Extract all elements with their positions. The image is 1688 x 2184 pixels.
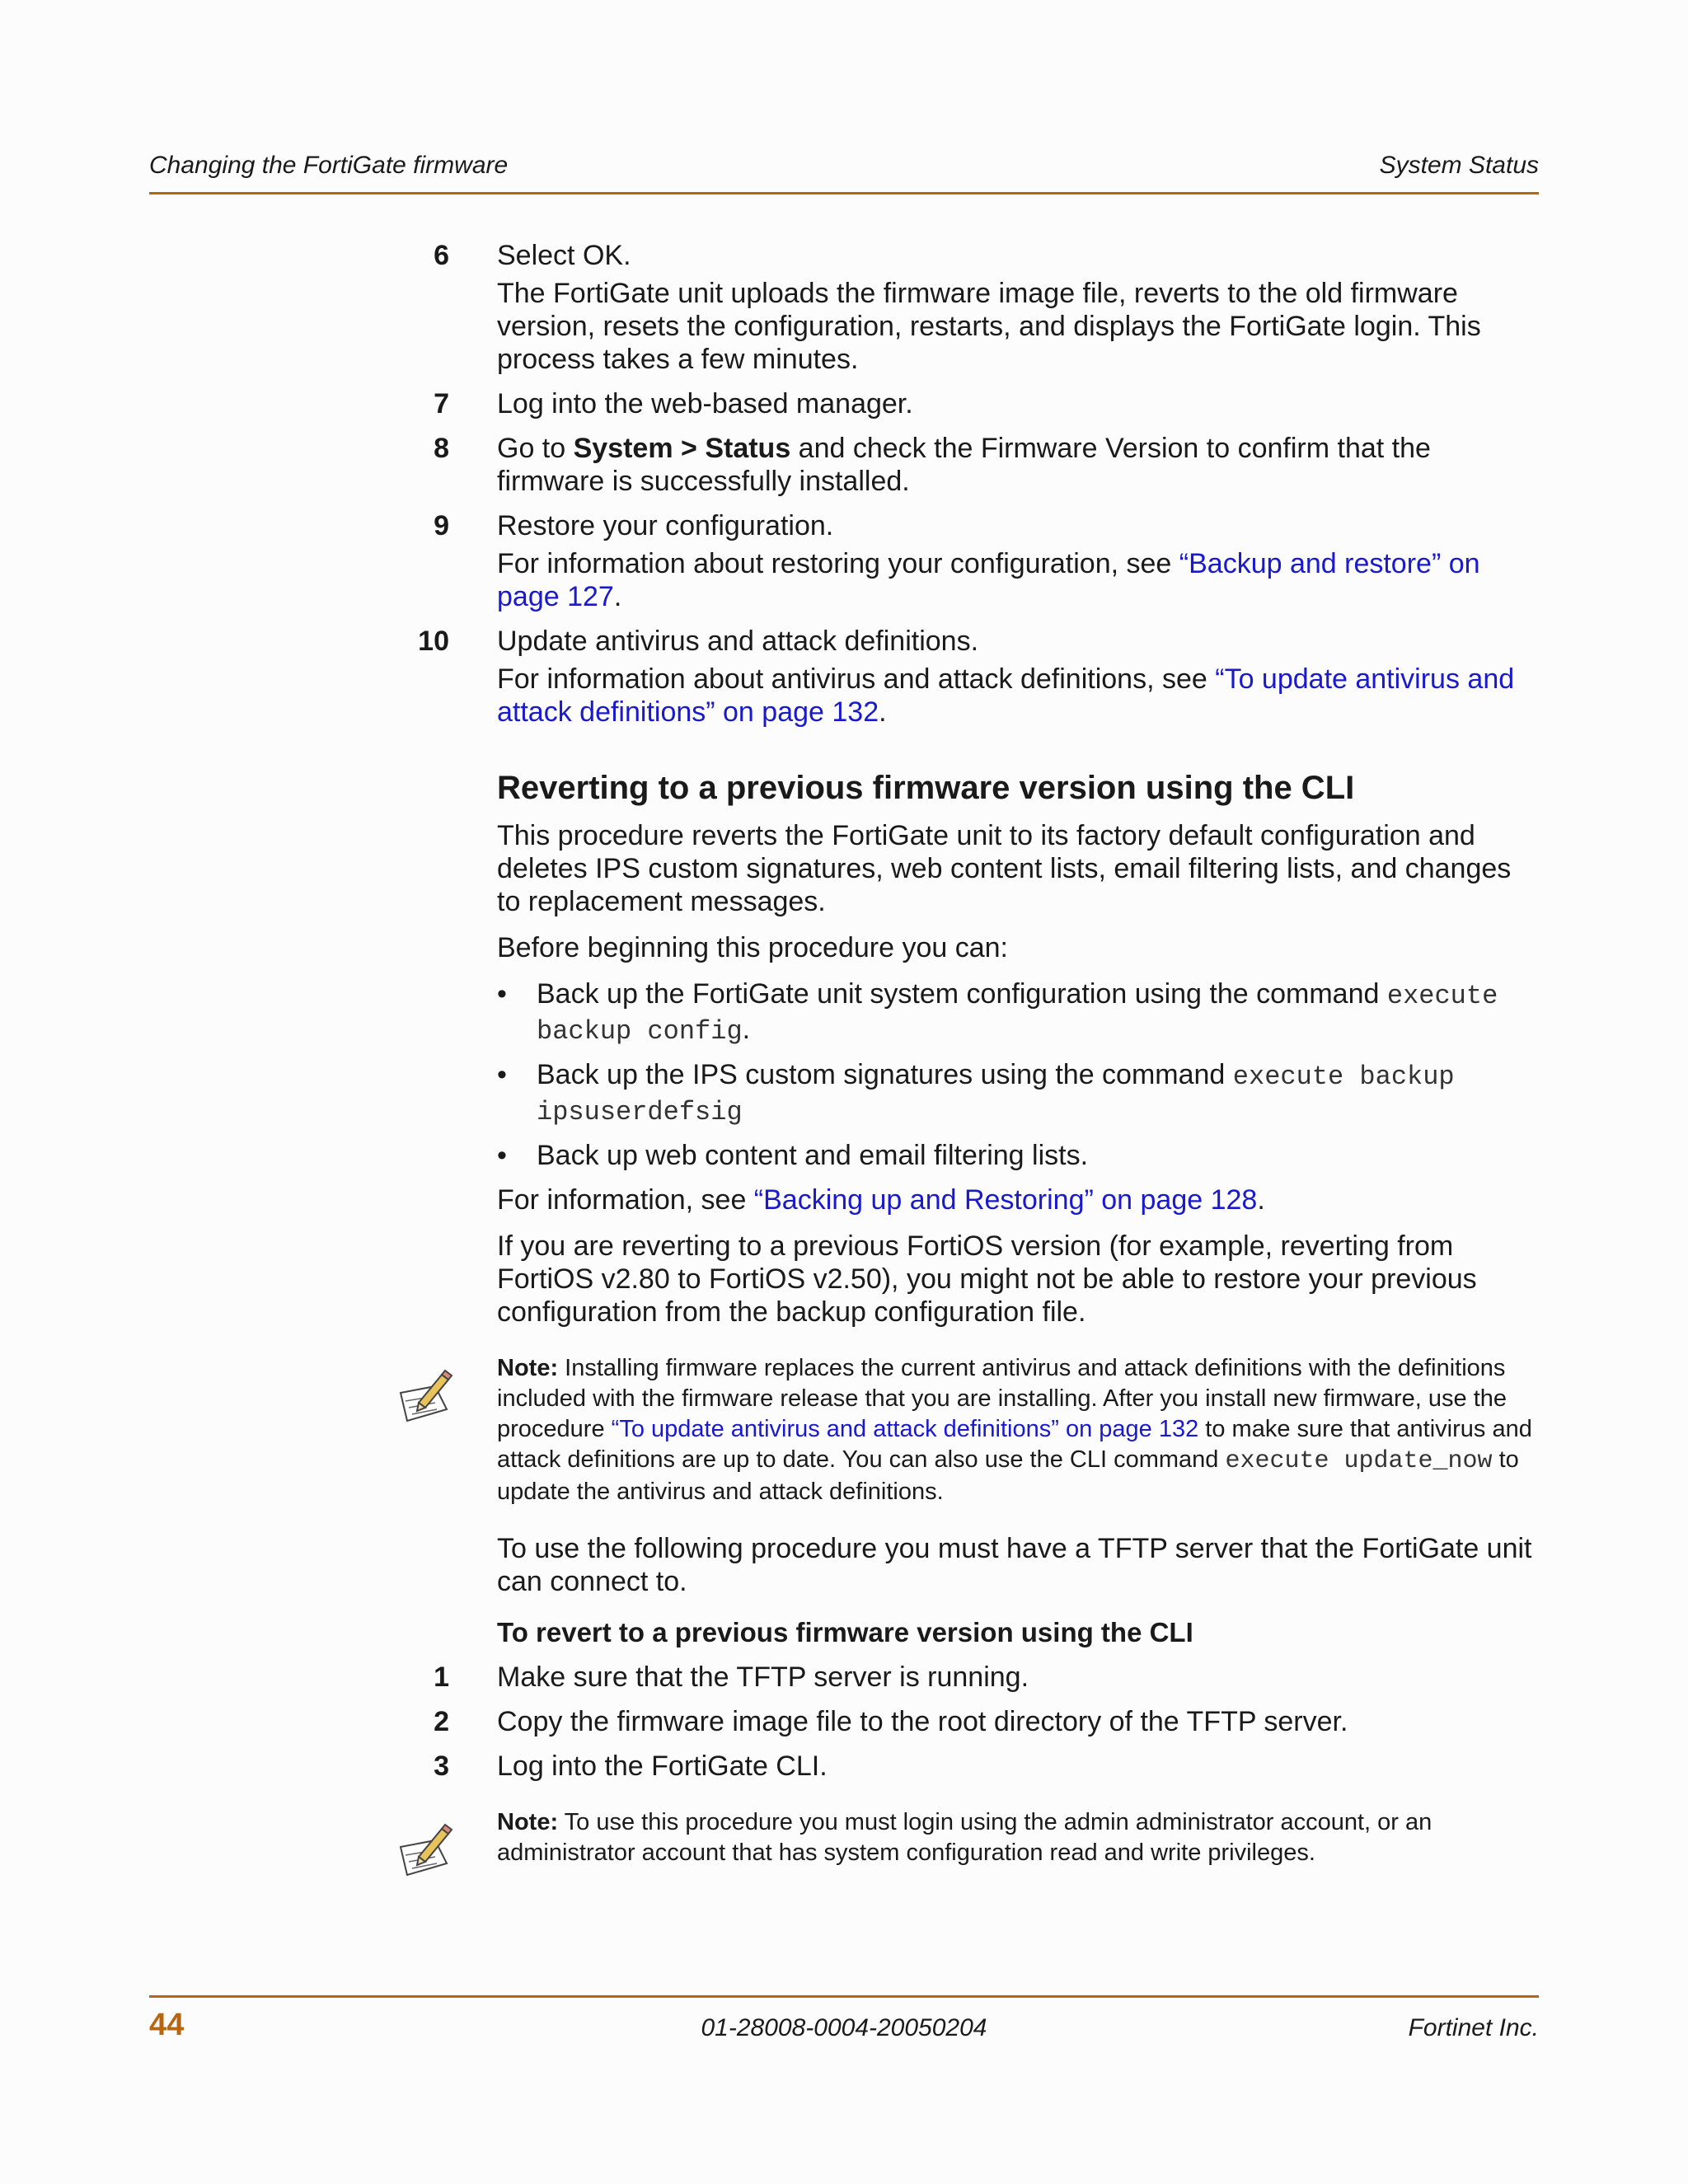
header-rule <box>149 192 1539 194</box>
list-item <box>497 1139 1540 1172</box>
bullet-icon: • <box>497 978 507 1010</box>
step-text: Copy the firmware image file to the root directory of the TFTP server. <box>497 1706 1348 1737</box>
command-code: execute backup config <box>537 981 1498 1047</box>
step-text <box>497 432 1540 498</box>
step-text-pre: Go to <box>497 433 574 464</box>
note-text-3: to update the antivirus and attack definitions. <box>497 1446 1519 1505</box>
note-box <box>497 1353 1540 1507</box>
note-pencil-icon <box>394 1361 460 1427</box>
note-text <box>497 1809 1432 1866</box>
step-9 <box>434 509 1540 613</box>
note-text-1: Installing firmware replaces the current antivirus and attack definitions with the definitions included with the firmware release that you are installing. After you install new firmware, use the procedure <box>497 1355 1507 1442</box>
step-text: Update antivirus and attack definitions. <box>497 626 979 657</box>
update-definitions-link[interactable]: “To update antivirus and attack definitions” on page 132 <box>611 1416 1199 1442</box>
step-number: 7 <box>434 388 449 419</box>
command-code: execute backup ipsuserdefsig <box>537 1062 1455 1127</box>
info-pre: For information, see <box>497 1184 754 1216</box>
note-box <box>497 1807 1540 1868</box>
page-header <box>149 152 1539 185</box>
bullet-text: Back up the FortiGate unit system configuration using the command <box>537 978 1387 1010</box>
detail-post: . <box>613 581 622 612</box>
menu-path: System > Status <box>573 433 791 464</box>
company-name: Fortinet Inc. <box>1408 2014 1539 2041</box>
step-1 <box>434 1661 1540 1694</box>
step-8 <box>434 432 1540 498</box>
section-heading: Reverting to a previous firmware version using the CLI <box>497 770 1355 806</box>
bullet-text: Back up web content and email filtering lists. <box>537 1140 1089 1171</box>
header-section: System Status <box>1379 152 1539 179</box>
bullet-end: . <box>742 1014 751 1045</box>
info-paragraph <box>497 1183 1540 1216</box>
detail-pre: For information about restoring your configuration, see <box>497 548 1179 579</box>
step-number: 3 <box>434 1750 449 1782</box>
update-definitions-link[interactable]: “To update antivirus and attack definitions” on page 132 <box>497 663 1515 728</box>
footer-rule <box>149 1995 1539 1998</box>
detail-pre: For information about antivirus and attack definitions, see <box>497 663 1216 695</box>
page-number: 44 <box>149 2008 185 2042</box>
step-number: 6 <box>434 240 449 271</box>
command-code: execute update_now <box>1225 1447 1493 1475</box>
step-number: 10 <box>418 626 449 657</box>
note-text <box>497 1355 1532 1505</box>
step-number: 8 <box>434 433 449 464</box>
revert-paragraph: If you are reverting to a previous FortiOS version (for example, reverting from FortiOS v2.80 to FortiOS v2.50), you might not be able to restore your previous configuration from the backup configuration file. <box>497 1230 1477 1328</box>
backup-restore-link[interactable]: “Backup and restore” on page 127 <box>497 548 1480 612</box>
step-3 <box>434 1750 1540 1783</box>
step-text: Make sure that the TFTP server is running. <box>497 1661 1029 1693</box>
step-2 <box>434 1705 1540 1738</box>
step-number: 9 <box>434 510 449 541</box>
note-label: Note: <box>497 1809 559 1835</box>
step-number: 1 <box>434 1661 449 1693</box>
bullet-text: Back up the IPS custom signatures using the command <box>537 1059 1233 1090</box>
note-pencil-icon <box>394 1816 460 1882</box>
step-text: Select OK. <box>497 240 631 271</box>
step-detail <box>497 663 1540 729</box>
step-detail: The FortiGate unit uploads the firmware image file, reverts to the old firmware version, resets the configuration, restarts, and displays the FortiGate login. This process takes a few minutes. <box>497 278 1481 375</box>
page-footer <box>149 2008 1539 2049</box>
backing-up-link[interactable]: “Backing up and Restoring” on page 128 <box>753 1184 1258 1216</box>
step-text: Restore your configuration. <box>497 510 834 541</box>
step-10 <box>418 625 1540 729</box>
list-item <box>497 977 1540 1048</box>
step-6 <box>434 239 1540 376</box>
tftp-paragraph: To use the following procedure you must have a TFTP server that the FortiGate unit can connect to. <box>497 1533 1532 1597</box>
document-id: 01-28008-0004-20050204 <box>701 2014 987 2041</box>
before-text: Before beginning this procedure you can: <box>497 932 1008 963</box>
note-body: To use this procedure you must login using the admin administrator account, or an administrator account that has system configuration read and write privileges. <box>497 1809 1432 1866</box>
step-number: 2 <box>434 1706 449 1737</box>
header-chapter: Changing the FortiGate firmware <box>149 152 509 179</box>
step-text-post: and check the Firmware Version to confirm that the firmware is successfully installed. <box>497 433 1431 497</box>
procedure-heading: To revert to a previous firmware version using the CLI <box>497 1617 1193 1647</box>
step-text: Log into the FortiGate CLI. <box>497 1750 828 1782</box>
bullet-icon: • <box>497 1059 507 1090</box>
detail-post: . <box>879 696 887 728</box>
step-7 <box>434 387 1540 420</box>
step-text: Log into the web-based manager. <box>497 388 913 419</box>
list-item <box>497 1058 1540 1129</box>
info-post: . <box>1257 1184 1265 1216</box>
bullet-icon: • <box>497 1140 507 1171</box>
note-text-2: to make sure that antivirus and attack definitions are up to date. You can also use the CLI command <box>497 1416 1532 1473</box>
step-detail <box>497 547 1540 613</box>
main-content <box>418 239 1540 1893</box>
section-intro: This procedure reverts the FortiGate unit to its factory default configuration and deletes IPS custom signatures, web content lists, email filtering lists, and changes to replacement messages. <box>497 820 1512 917</box>
backup-bullet-list <box>497 977 1540 1172</box>
note-label: Note: <box>497 1355 559 1381</box>
